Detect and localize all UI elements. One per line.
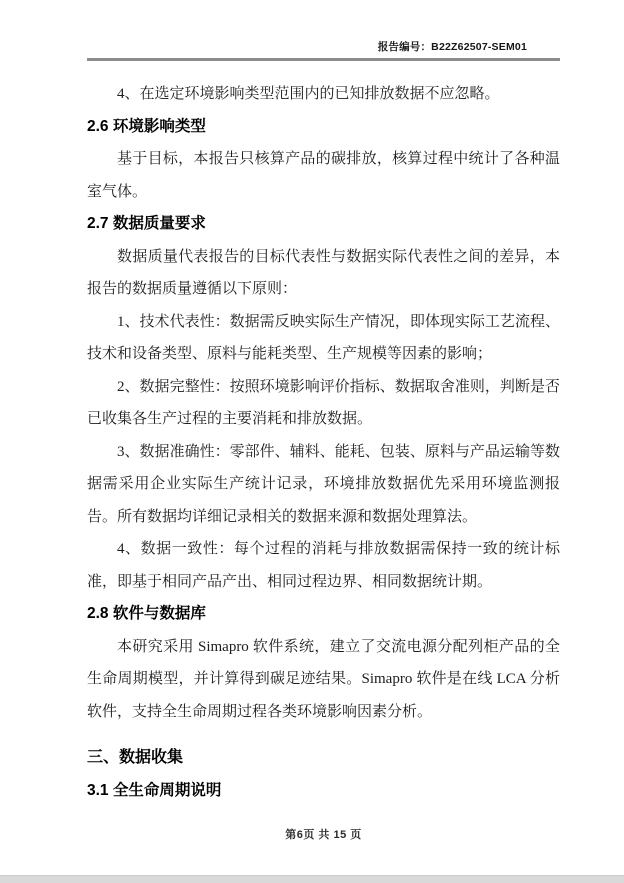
section-heading-2-6: 2.6 环境影响类型 [87,117,206,135]
header-rule [87,58,560,61]
page-number-indicator: 第6页 共 15 页 [285,829,362,841]
paragraph-principle-1: 1、技术代表性：数据需反映实际生产情况，即体现实际工艺流程、技术和设备类型、原料与能耗类型、生产规模等因素的影响； [87,313,560,362]
paragraph-data-quality-intro: 数据质量代表报告的目标代表性与数据实际代表性之间的差异，本报告的数据质量遵循以下原则： [87,248,560,297]
chapter-heading-3: 三、数据收集 [87,749,184,766]
section-heading-2-8: 2.8 软件与数据库 [87,605,206,622]
page-header [87,39,560,54]
document-body [87,62,560,807]
paragraph-principle-2: 2、数据完整性：按照环境影响评价指标、数据取舍准则，判断是否已收集各生产过程的主要消耗和排放数据。 [87,378,560,427]
paragraph-impact-types: 基于目标，本报告只核算产品的碳排放，核算过程中统计了各种温室气体。 [87,151,560,200]
page-footer [87,826,560,842]
paragraph-list-item-4-prev: 4、在选定环境影响类型范围内的已知排放数据不应忽略。 [117,86,500,102]
report-number: 报告编号：B22Z62507-SEM01 [377,41,527,53]
section-heading-2-7: 2.7 数据质量要求 [87,215,206,232]
viewer-background-strip [0,875,624,883]
paragraph-software-database: 本研究采用 Simapro 软件系统，建立了交流电源分配列柜产品的全生命周期模型，并计算得到碳足迹结果。Simapro 软件是在线 LCA 分析软件，支持全生命周期过程各类环境影响因素分析。 [87,638,560,720]
section-heading-3-1: 3.1 全生命周期说明 [87,781,222,799]
paragraph-principle-4: 4、数据一致性：每个过程的消耗与排放数据需保持一致的统计标准，即基于相同产品产出、相同过程边界、相同数据统计期。 [87,541,560,590]
paragraph-principle-3: 3、数据准确性：零部件、辅料、能耗、包装、原料与产品运输等数据需采用企业实际生产统计记录，环境排放数据优先采用环境监测报告。所有数据均详细记录相关的数据来源和数据处理算法。 [87,443,560,525]
